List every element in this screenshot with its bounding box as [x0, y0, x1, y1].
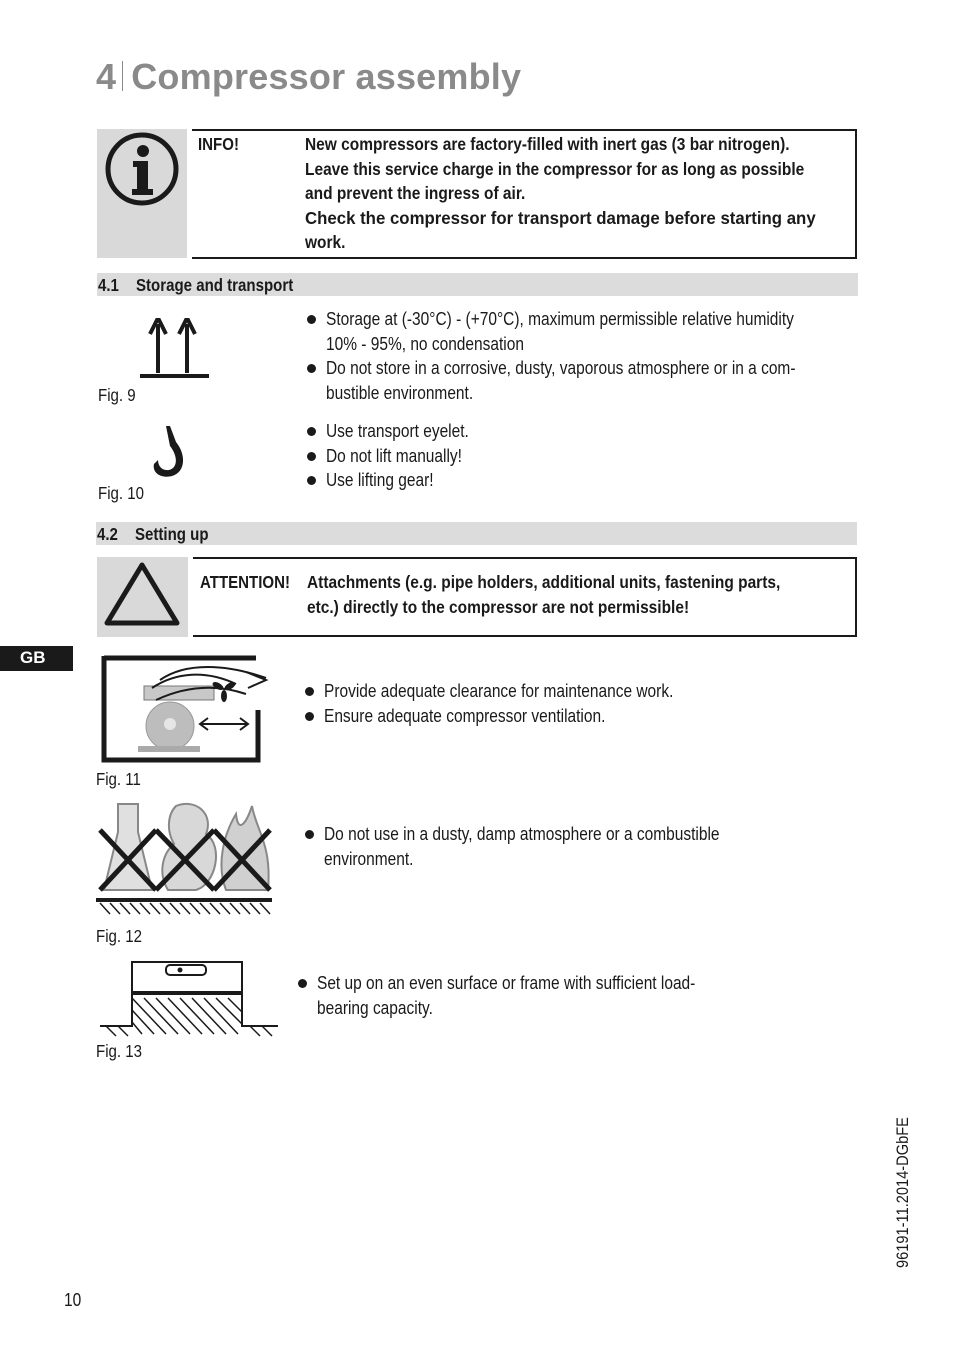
- fig-12-caption: Fig. 12: [96, 926, 143, 946]
- info-line-4: Check the compressor for transport damage before starting any: [305, 207, 816, 228]
- info-icon: [97, 129, 187, 258]
- fig-13-caption: Fig. 13: [96, 1041, 143, 1061]
- fig-10-bullet-list: [306, 419, 846, 493]
- fig-9-bullet-list: [306, 307, 866, 405]
- info-line-5: work.: [305, 232, 346, 253]
- list-item: Do not store in a corrosive, dusty, vaporous atmosphere or in a com- bustible environment.: [306, 356, 866, 405]
- document-number: 96191-11.2014-DGbFE: [893, 1117, 912, 1268]
- chapter-number: 4: [96, 56, 117, 97]
- attention-line-1: Attachments (e.g. pipe holders, additional units, fastening parts,: [307, 572, 781, 592]
- list-item: Do not lift manually!: [306, 444, 846, 469]
- list-item: Ensure adequate compressor ventilation.: [304, 704, 844, 729]
- list-item: Storage at (-30°C) - (+70°C), maximum permissible relative humidity 10% - 95%, no condensation: [306, 307, 866, 356]
- section-4-2-number: 4.2: [97, 524, 118, 544]
- list-item: Provide adequate clearance for maintenance work.: [304, 679, 844, 704]
- fig-9-caption: Fig. 9: [98, 385, 136, 405]
- section-4-1-number: 4.1: [98, 275, 119, 295]
- lifting-hook-icon: [146, 424, 192, 480]
- page-number: 10: [64, 1290, 82, 1310]
- section-4-2-heading: [96, 522, 857, 545]
- info-text: [305, 132, 850, 255]
- section-4-1-title: Storage and transport: [136, 275, 294, 295]
- spirit-level-surface-icon: [100, 960, 284, 1038]
- info-line-1: New compressors are factory-filled with inert gas (3 bar nitrogen).: [305, 134, 790, 154]
- fig-11-bullet-list: [304, 679, 844, 728]
- fig-11-caption: Fig. 11: [96, 769, 141, 789]
- fig-13-bullet-list: [297, 971, 837, 1020]
- language-tab: GB: [0, 646, 73, 671]
- fig-12-bullet-list: [304, 822, 844, 871]
- this-way-up-arrows-icon: [138, 318, 212, 380]
- compressor-clearance-ventilation-icon: [96, 654, 276, 764]
- attention-line-2: etc.) directly to the compressor are not permissible!: [307, 596, 690, 617]
- chapter-title: Compressor assembly: [131, 56, 522, 97]
- info-label: INFO!: [198, 134, 239, 154]
- section-4-2-title: Setting up: [135, 524, 209, 544]
- attention-text: [307, 570, 852, 619]
- fig-10-caption: Fig. 10: [98, 483, 145, 503]
- list-item: Set up on an even surface or frame with sufficient load- bearing capacity.: [297, 971, 837, 1020]
- no-dusty-damp-combustible-icon: [96, 794, 276, 918]
- warning-triangle-icon: [97, 557, 188, 637]
- list-item: Do not use in a dusty, damp atmosphere or a combustible environment.: [304, 822, 844, 871]
- warning-icon-panel: [97, 557, 188, 637]
- info-icon-panel: [97, 129, 187, 258]
- page-title: [96, 56, 521, 98]
- info-line-2: Leave this service charge in the compressor for as long as possible: [305, 158, 805, 179]
- attention-label: ATTENTION!: [200, 572, 291, 592]
- title-divider: [122, 61, 123, 91]
- info-line-3: and prevent the ingress of air.: [305, 183, 526, 204]
- section-4-1-heading: [97, 273, 858, 296]
- list-item: Use lifting gear!: [306, 468, 846, 493]
- list-item: Use transport eyelet.: [306, 419, 846, 444]
